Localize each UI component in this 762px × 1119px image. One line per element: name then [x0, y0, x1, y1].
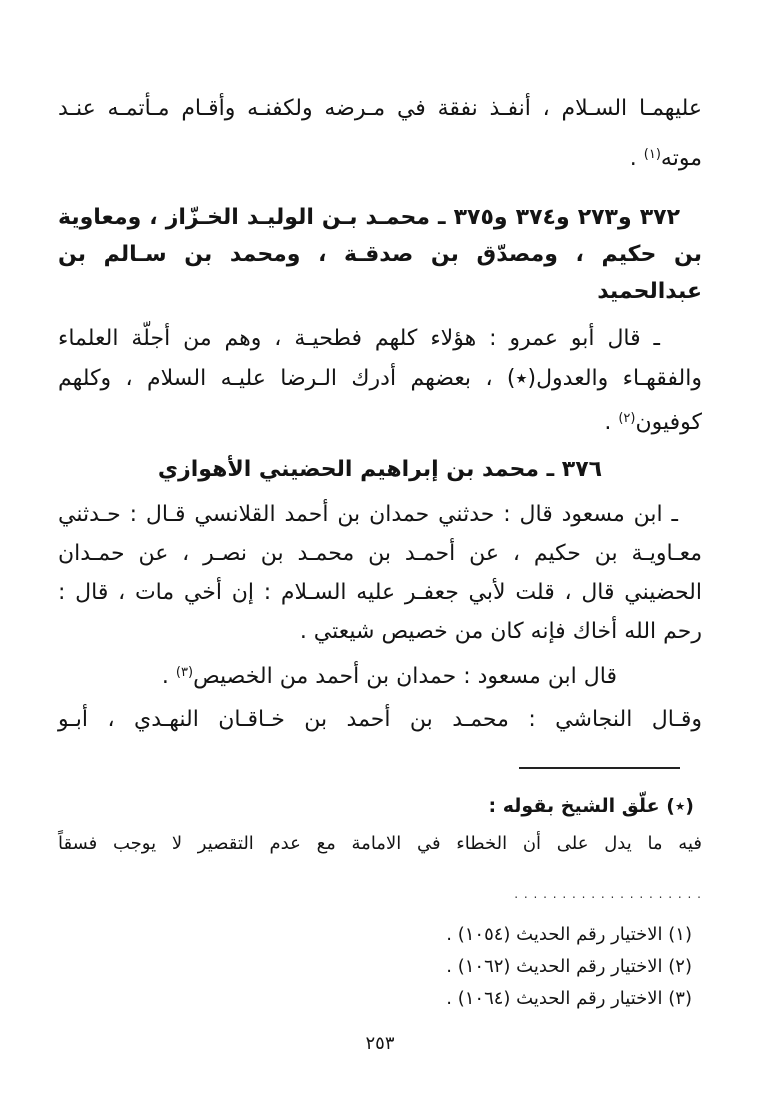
entry-heading-372-375: ٣٧٢ و٢٧٣ و٣٧٤ و٣٧٥ ـ محمـد بـن الوليـد الخـزّاز ، ومعاوية بن حكيم ، ومصدّق بن صدقـة ، ومحمد بن سـالم بن عبدالحميد: [58, 205, 702, 304]
footnote-ref-3: (٣): [175, 665, 194, 680]
paragraph-qala-tail: .: [161, 664, 176, 689]
footnote-separator-line: [519, 767, 680, 769]
footnote-ref-1: (١): [643, 147, 661, 162]
paragraph-abu-amr-tail: .: [604, 410, 619, 435]
footnote-item-2: (٢) الاختيار رقم الحديث (١٠٦٢) .: [446, 956, 692, 977]
paragraph-ibn-masud: ـ ابن مسعود قال : حدثني حمدان بن أحمد القلانسي قـال : حـدثني معـاويـة بن حكيم ، عن أحمـد بن محمـد بن نصـر ، عن حمـدان الحضيني قال ، قلت لأبي جعفـر عليه السـلام : إن أخي مات ، قال : رحم الله أخاك فإنه كان من خصيص شيعتي .: [58, 502, 702, 644]
paragraph-continuation: [58, 0, 702, 182]
footnote-item-1: (١) الاختيار رقم الحديث (١٠٥٤) .: [446, 924, 692, 945]
paragraph-continuation-text: عليهمـا السـلام ، أنفـذ نفقة في مـرضه ولكفنـه وأقـام مـأتمـه عنـد موته: [58, 96, 702, 171]
footnote-item-3: (٣) الاختيار رقم الحديث (١٠٦٤) .: [446, 988, 692, 1009]
entry-heading-376: ٣٧٦ ـ محمد بن إبراهيم الحضيني الأهوازي: [157, 457, 603, 482]
paragraph-qala-ibn-masud: [58, 653, 702, 696]
paragraph-continuation-tail: .: [629, 146, 644, 171]
footnote-star-body: فيه ما يدل على أن الخطاء في الامامة مع عدم التقصير لا يوجب فسقاً: [58, 833, 702, 854]
footnote-list: [58, 919, 702, 1015]
footnote-ref-2: (٢): [618, 411, 636, 426]
footnote-star-header: (٭) علّق الشيخ بقوله :: [488, 795, 694, 817]
paragraph-qala-text: قال ابن مسعود : حمدان بن أحمد من الخصيص: [193, 664, 617, 689]
footnote-dotted-line: . . . . . . . . . . . . . . . . . . . .: [514, 887, 702, 901]
paragraph-abu-amr: [58, 319, 702, 443]
paragraph-abu-amr-text: ـ قال أبو عمرو : هؤلاء كلهم فطحيـة ، وهم من أجلّة العلماء والفقهـاء والعدول(٭) ، بعضهم أدرك الـرضا عليـه السلام ، وكلهم كوفيون: [58, 326, 702, 435]
page-number: ٢٥٣: [365, 1033, 395, 1054]
paragraph-najashi: وقـال النجاشي : محمـد بن أحمد بن خـاقـان النهـدي ، أبـو: [58, 707, 702, 732]
